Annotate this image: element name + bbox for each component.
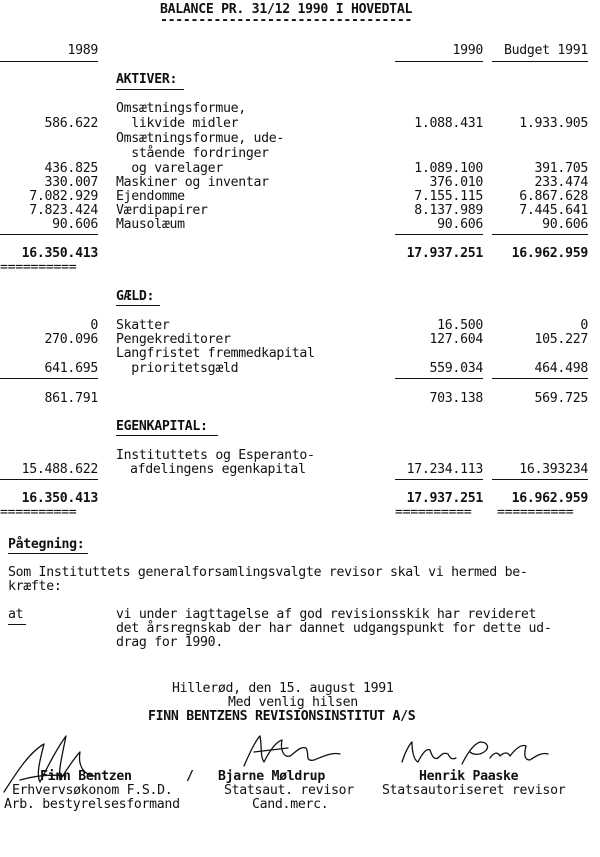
row-label: likvide midler xyxy=(116,116,239,131)
value-1990: 17.234.113 xyxy=(406,462,483,477)
value-1990: 1.089.100 xyxy=(414,161,483,176)
value-1989: 0 xyxy=(90,318,98,333)
endorsement-text: kræfte: xyxy=(8,579,62,594)
value-budget: 6.867.628 xyxy=(519,189,588,204)
value-1990: 559.034 xyxy=(429,361,483,376)
row-label: Mausolæum xyxy=(116,217,185,232)
row-label: Værdipapirer xyxy=(116,203,208,218)
header-budget-1991: Budget 1991 xyxy=(503,43,588,58)
header-rule-1990 xyxy=(395,61,483,62)
row-label: stående fordringer xyxy=(116,146,269,161)
total-1990: 17.937.251 xyxy=(406,491,483,506)
value-1990: 8.137.989 xyxy=(414,203,483,218)
value-1989: 270.096 xyxy=(44,332,98,347)
endorsement-at-underline xyxy=(8,624,26,625)
row-label: Ejendomme xyxy=(116,189,185,204)
subtotal-rule-1989 xyxy=(0,378,98,379)
value-budget: 233.474 xyxy=(534,175,588,190)
subtotal-rule-1990 xyxy=(395,479,483,480)
egenkapital-heading: EGENKAPITAL: xyxy=(116,419,208,434)
value-1990: 7.155.115 xyxy=(414,189,483,204)
subtotal-rule-1990 xyxy=(395,378,483,379)
value-1989: 7.082.929 xyxy=(29,189,98,204)
firm-name: FINN BENTZENS REVISIONSINSTITUT A/S xyxy=(148,709,416,724)
signatory-title: Erhvervsøkonom F.S.D. xyxy=(12,783,173,798)
value-1990: 1.088.431 xyxy=(414,116,483,131)
total-budget: 569.725 xyxy=(534,391,588,406)
endorsement-text: Som Instituttets generalforsamlingsvalgte revisor skal vi hermed be- xyxy=(8,565,528,580)
subtotal-rule-1989 xyxy=(0,234,98,235)
subtotal-rule-budget xyxy=(492,479,588,480)
total-1990: 703.138 xyxy=(429,391,483,406)
subtotal-rule-budget xyxy=(492,234,588,235)
row-label: og varelager xyxy=(116,161,223,176)
signatory-title: Cand.merc. xyxy=(252,797,329,812)
value-budget: 7.445.641 xyxy=(519,203,588,218)
signatory-name: Finn Bentzen xyxy=(40,769,132,784)
value-1989: 436.825 xyxy=(44,161,98,176)
value-1989: 586.622 xyxy=(44,116,98,131)
gaeld-heading-underline xyxy=(116,305,160,306)
gaeld-heading: GÆLD: xyxy=(116,289,155,304)
value-1989: 15.488.622 xyxy=(21,462,98,477)
double-rule: ========== xyxy=(0,505,77,520)
subtotal-rule-budget xyxy=(492,378,588,379)
subtotal-rule-1989 xyxy=(0,479,98,480)
value-1989: 7.823.424 xyxy=(29,203,98,218)
value-budget: 464.498 xyxy=(534,361,588,376)
value-budget: 105.227 xyxy=(534,332,588,347)
value-budget: 391.705 xyxy=(534,161,588,176)
value-1990: 16.500 xyxy=(437,318,483,333)
place-date: Hillerød, den 15. august 1991 xyxy=(172,681,394,696)
double-rule: ========== xyxy=(0,260,77,275)
header-1989: 1989 xyxy=(67,43,98,58)
endorsement-text: det årsregnskab der har dannet udgangspunkt for dette ud- xyxy=(116,621,552,636)
row-label: Skatter xyxy=(116,318,170,333)
row-label: Omsætningsformue, xyxy=(116,101,246,116)
header-rule-budget xyxy=(492,61,588,62)
total-1989: 16.350.413 xyxy=(21,491,98,506)
signatory-title: Arb. bestyrelsesformand xyxy=(4,797,180,812)
value-1989: 90.606 xyxy=(52,217,98,232)
row-label: Omsætningsformue, ude- xyxy=(116,131,285,146)
total-budget: 16.962.959 xyxy=(511,246,588,261)
row-label: Instituttets og Esperanto- xyxy=(116,448,315,463)
signatory-title: Statsautoriseret revisor xyxy=(382,783,566,798)
double-rule: ========== xyxy=(395,505,472,520)
row-label: prioritetsgæld xyxy=(116,361,239,376)
row-label: afdelingens egenkapital xyxy=(130,462,306,477)
egenkapital-heading-underline xyxy=(116,435,218,436)
signatory-name: Henrik Paaske xyxy=(419,769,519,784)
signatory-title: Statsaut. revisor xyxy=(224,783,354,798)
double-rule: ========== xyxy=(497,505,574,520)
total-1989: 16.350.413 xyxy=(21,246,98,261)
signature-henrik-paaske xyxy=(398,738,558,772)
signatory-separator: / xyxy=(186,769,194,784)
signature-bjarne-moldrup xyxy=(240,732,350,772)
endorsement-text: vi under iagttagelse af god revisionsskik har revideret xyxy=(116,607,537,622)
aktiver-heading: AKTIVER: xyxy=(116,72,178,87)
header-rule-1989 xyxy=(0,61,98,62)
value-budget: 1.933.905 xyxy=(519,116,588,131)
value-budget: 16.393234 xyxy=(519,462,588,477)
value-1989: 641.695 xyxy=(44,361,98,376)
greeting: Med venlig hilsen xyxy=(228,695,358,710)
row-label: Pengekreditorer xyxy=(116,332,231,347)
total-budget: 16.962.959 xyxy=(511,491,588,506)
header-1990: 1990 xyxy=(452,43,483,58)
row-label: Maskiner og inventar xyxy=(116,175,269,190)
value-1989: 330.007 xyxy=(44,175,98,190)
subtotal-rule-1990 xyxy=(395,234,483,235)
total-1990: 17.937.251 xyxy=(406,246,483,261)
endorsement-heading: Påtegning: xyxy=(8,537,85,552)
row-label: Langfristet fremmedkapital xyxy=(116,346,315,361)
endorsement-heading-underline xyxy=(8,553,88,554)
value-1990: 127.604 xyxy=(429,332,483,347)
endorsement-text: drag for 1990. xyxy=(116,635,223,650)
value-budget: 0 xyxy=(580,318,588,333)
value-1990: 376.010 xyxy=(429,175,483,190)
value-1990: 90.606 xyxy=(437,217,483,232)
title-underline: --------------------------------- xyxy=(160,13,413,28)
total-1989: 861.791 xyxy=(44,391,98,406)
page-title: BALANCE PR. 31/12 1990 I HOVEDTAL xyxy=(160,2,413,17)
signatory-name: Bjarne Møldrup xyxy=(218,769,325,784)
aktiver-heading-underline xyxy=(116,89,184,90)
value-budget: 90.606 xyxy=(542,217,588,232)
endorsement-at: at xyxy=(8,607,24,622)
